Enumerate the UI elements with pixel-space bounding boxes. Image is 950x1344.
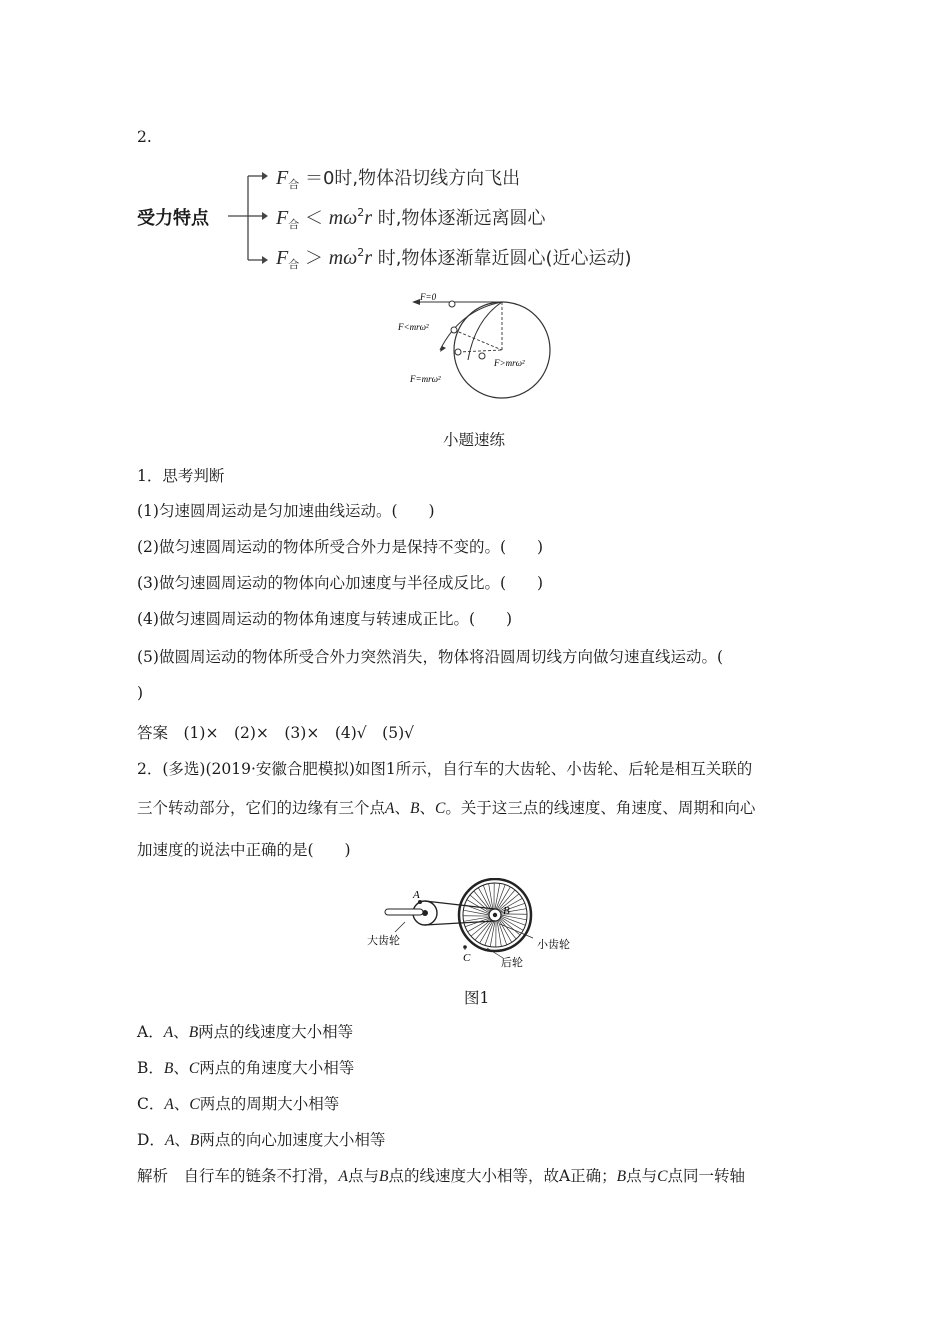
section-title: 小题速练 (443, 431, 506, 449)
big-gear (385, 901, 437, 925)
point-a-label: A (413, 889, 420, 901)
q1-item-5-close: ) (137, 684, 144, 702)
q1-item-1: (1)匀速圆周运动是匀加速曲线运动。( ) (137, 502, 435, 520)
option-d: D．A、B两点的向心加速度大小相等 (137, 1131, 386, 1149)
q1-item-4: (4)做匀速圆周运动的物体角速度与转速成正比。( ) (137, 610, 513, 628)
condition-greater: $F_合 > m\omega^2r$ 时,物体逐渐靠近圆心(近心运动) (276, 246, 632, 271)
q1-item-5: (5)做圆周运动的物体所受合外力突然消失，物体将沿圆周切线方向做匀速直线运动。( (137, 648, 724, 666)
rear-wheel-label: 后轮 (501, 957, 523, 969)
big-gear-label: 大齿轮 (367, 935, 400, 947)
brace-lines (228, 168, 268, 268)
option-a: A．A、B两点的线速度大小相等 (137, 1023, 354, 1041)
q2-line-1: 2．(多选)(2019·安徽合肥模拟)如图1所示，自行车的大齿轮、小齿轮、后轮是相互关联的 (137, 760, 753, 778)
label-f-less: F<mrω² (398, 322, 429, 332)
question-number: 2. (137, 128, 152, 146)
q2-line-2: 三个转动部分，它们的边缘有三个点A、B、C。关于这三点的线速度、角速度、周期和向心 (137, 799, 756, 817)
point-c-label: C (463, 952, 471, 964)
condition-less: $F_合 < m\omega^2r$ 时,物体逐渐远离圆心 (276, 206, 546, 231)
label-f-zero: F=0 (420, 292, 437, 302)
label-f-greater: F>mrω² (494, 358, 525, 368)
q1-item-2: (2)做匀速圆周运动的物体所受合外力是保持不变的。( ) (137, 538, 544, 556)
small-gear-label: 小齿轮 (537, 939, 570, 951)
q1-item-3: (3)做匀速圆周运动的物体向心加速度与半径成反比。( ) (137, 574, 544, 592)
rear-wheel (459, 879, 531, 951)
analysis-line: 解析 自行车的链条不打滑，A点与B点的线速度大小相等，故A正确；B点与C点同一转轴 (137, 1167, 746, 1185)
figure-caption: 图1 (464, 989, 490, 1007)
q1-heading: 1．思考判断 (137, 467, 225, 485)
q1-answer: 答案 (1)× (2)× (3)× (4)√ (5)√ (137, 724, 414, 742)
bicycle-gear-figure (365, 878, 585, 970)
option-c: C．A、C两点的周期大小相等 (137, 1095, 340, 1113)
condition-zero: $F_合 =0$时,物体沿切线方向飞出 (276, 167, 521, 191)
q2-line-3: 加速度的说法中正确的是( ) (137, 841, 351, 859)
force-feature-label: 受力特点 (137, 208, 209, 229)
label-f-equal: F=mrω² (410, 374, 441, 384)
option-b: B．B、C两点的角速度大小相等 (137, 1059, 355, 1077)
circular-motion-diagram (390, 290, 560, 400)
point-b-label: B (503, 905, 510, 917)
